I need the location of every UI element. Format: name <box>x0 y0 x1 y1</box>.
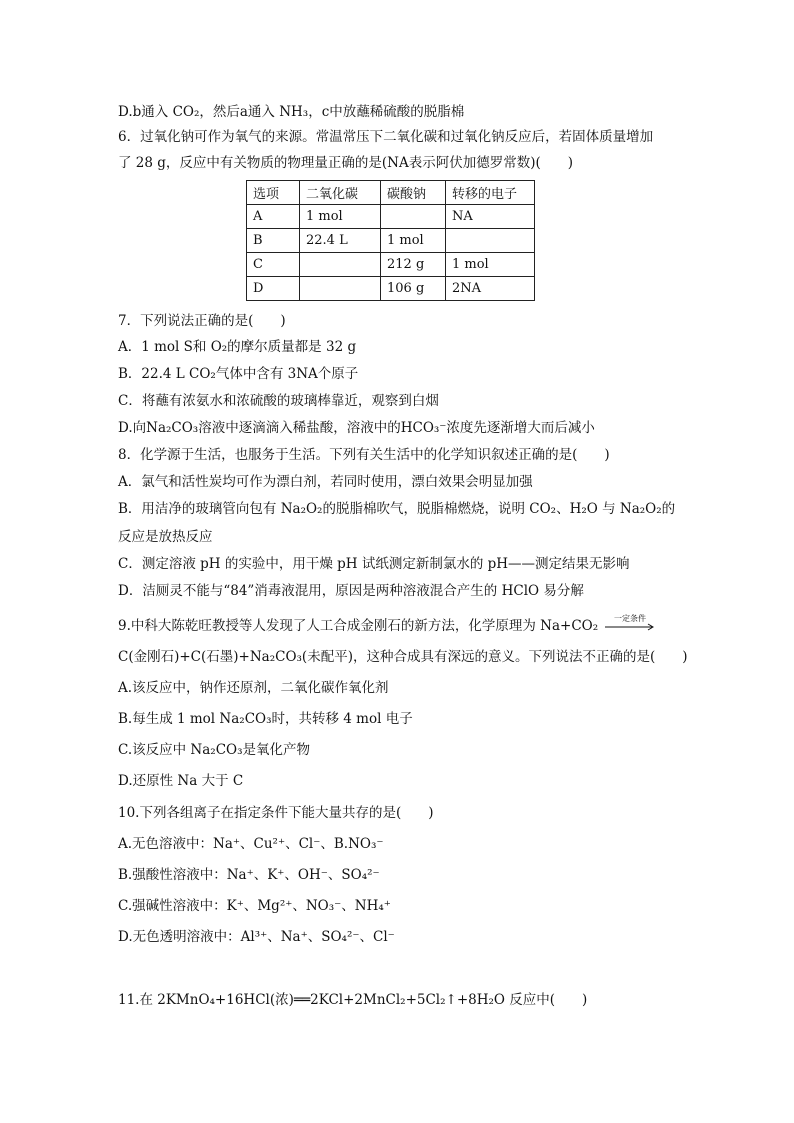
table-cell: 2NA <box>446 277 535 301</box>
q7-option-c: C．将蘸有浓氨水和浓硫酸的玻璃棒靠近，观察到白烟 <box>118 393 439 409</box>
table-header-row <box>247 181 535 205</box>
table-header-cell: 碳酸钠 <box>381 181 446 205</box>
table-cell: 22.4 L <box>300 229 381 253</box>
table-cell: NA <box>446 205 535 229</box>
table-cell: 1 mol <box>300 205 381 229</box>
right-arrow-icon <box>604 623 656 631</box>
q7-option-d: D.向Na₂CO₃溶液中逐滴滴入稀盐酸，溶液中的HCO₃⁻浓度先逐渐增大而后减小 <box>118 420 595 436</box>
q8-option-b-line1: B．用洁净的玻璃管向包有 Na₂O₂的脱脂棉吹气，脱脂棉燃烧，说明 CO₂、H₂O 与 Na₂O₂的 <box>118 501 676 517</box>
q5-option-d: D.b通入 CO₂，然后a通入 NH₃，c中放蘸稀硫酸的脱脂棉 <box>118 104 465 120</box>
table-cell <box>446 229 535 253</box>
q8-option-a: A．氯气和活性炭均可作为漂白剂，若同时使用，漂白效果会明显加强 <box>118 474 533 490</box>
table-header-cell: 选项 <box>247 181 300 205</box>
q10-option-a: A.无色溶液中：Na⁺、Cu²⁺、Cl⁻、B.NO₃⁻ <box>118 836 384 852</box>
table-row <box>247 253 535 277</box>
q6-stem-line2: 了 28 g，反应中有关物质的物理量正确的是(NA表示阿伏加德罗常数)( ) <box>118 155 574 171</box>
q10-option-b: B.强酸性溶液中：Na⁺、K⁺、OH⁻、SO₄²⁻ <box>118 867 380 883</box>
q6-options-table <box>246 180 535 301</box>
q9-option-c: C.该反应中 Na₂CO₃是氧化产物 <box>118 742 311 758</box>
table-cell <box>300 277 381 301</box>
table-cell <box>381 205 446 229</box>
table-cell: 1 mol <box>381 229 446 253</box>
q10-option-d: D.无色透明溶液中：Al³⁺、Na⁺、SO₄²⁻、Cl⁻ <box>118 929 395 945</box>
table-row <box>247 229 535 253</box>
table-row <box>247 277 535 301</box>
q9-stem-line2: C(金刚石)+C(石墨)+Na₂CO₃(未配平)，这种合成具有深远的意义。下列说法不正确的是( ) <box>118 649 688 665</box>
table-cell <box>300 253 381 277</box>
table-cell: A <box>247 205 300 229</box>
table-cell: 106 g <box>381 277 446 301</box>
q8-option-d: D．洁厕灵不能与“84”消毒液混用，原因是两种溶液混合产生的 HClO 易分解 <box>118 583 584 599</box>
table-cell: B <box>247 229 300 253</box>
table-header-cell: 二氧化碳 <box>300 181 381 205</box>
table-cell: 1 mol <box>446 253 535 277</box>
q10-option-c: C.强碱性溶液中：K⁺、Mg²⁺、NO₃⁻、NH₄⁺ <box>118 898 391 914</box>
q8-option-b-line2: 反应是放热反应 <box>118 529 213 545</box>
q7-option-a: A．1 mol S和 O₂的摩尔质量都是 32 g <box>118 339 357 355</box>
table-cell: D <box>247 277 300 301</box>
table-cell: C <box>247 253 300 277</box>
q6-stem-line1: 6．过氧化钠可作为氧气的来源。常温常压下二氧化碳和过氧化钠反应后，若固体质量增加 <box>118 129 654 145</box>
q9-stem-line1: 9.中科大陈乾旺教授等人发现了人工合成金刚石的新方法，化学原理为 Na+CO₂ <box>118 618 599 634</box>
q9-option-a: A.该反应中，钠作还原剂，二氧化碳作氧化剂 <box>118 680 389 696</box>
q8-option-c: C．测定溶液 pH 的实验中，用干燥 pH 试纸测定新制氯水的 pH——测定结果无影响 <box>118 556 630 572</box>
reaction-arrow <box>604 614 656 634</box>
reaction-condition: 一定条件 <box>614 614 646 623</box>
q10-stem: 10.下列各组离子在指定条件下能大量共存的是( ) <box>118 805 434 821</box>
q9-option-d: D.还原性 Na 大于 C <box>118 773 244 789</box>
table-header-cell: 转移的电子 <box>446 181 535 205</box>
q7-stem: 7．下列说法正确的是( ) <box>118 313 286 329</box>
q8-stem: 8．化学源于生活，也服务于生活。下列有关生活中的化学知识叙述正确的是( ) <box>118 447 610 463</box>
table-cell: 212 g <box>381 253 446 277</box>
table-row <box>247 205 535 229</box>
q7-option-b: B．22.4 L CO₂气体中含有 3NA个原子 <box>118 366 359 382</box>
q9-option-b: B.每生成 1 mol Na₂CO₃时，共转移 4 mol 电子 <box>118 711 413 727</box>
q11-stem: 11.在 2KMnO₄+16HCl(浓)══2KCl+2MnCl₂+5Cl₂↑+8H₂O 反应中( ) <box>118 992 588 1008</box>
